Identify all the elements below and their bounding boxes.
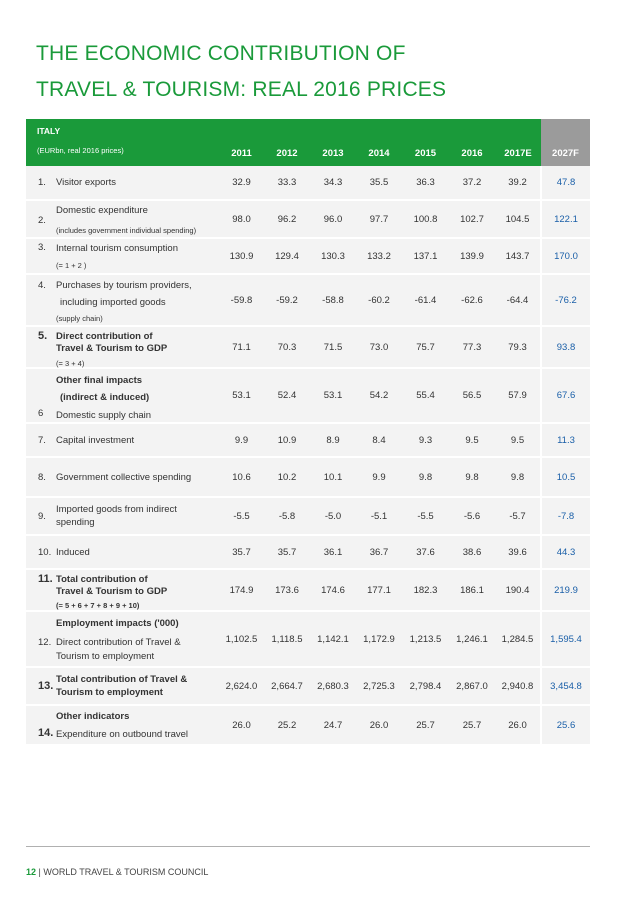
value-cell: 1,213.5: [402, 611, 449, 667]
row-label-text: Travel & Tourism to GDP: [56, 586, 168, 597]
section-heading: Other indicators: [56, 711, 130, 722]
value-cell: 53.1: [310, 368, 356, 423]
forecast-value-cell: 93.8: [541, 326, 590, 368]
page-footer: [26, 867, 208, 877]
value-cell: -5.5: [402, 497, 449, 535]
value-cell: 129.4: [264, 238, 310, 274]
value-cell: 177.1: [356, 569, 402, 611]
row-label-text: Government collective spending: [56, 472, 192, 483]
row-note: (supply chain): [56, 314, 103, 323]
row-number: 4.: [38, 280, 46, 291]
forecast-value-cell: 25.6: [541, 705, 590, 745]
value-cell: 9.5: [495, 423, 541, 457]
value-cell: 73.0: [356, 326, 402, 368]
row-note: (= 3 + 4): [56, 359, 85, 368]
row-label-text: Direct contribution of: [56, 331, 153, 342]
value-cell: 34.3: [310, 166, 356, 200]
value-cell: 25.2: [264, 705, 310, 745]
value-cell: 174.9: [219, 569, 264, 611]
value-cell: 2,798.4: [402, 667, 449, 705]
value-cell: -5.5: [219, 497, 264, 535]
value-cell: 104.5: [495, 200, 541, 238]
value-cell: 36.1: [310, 535, 356, 569]
year-header: 2017E: [495, 119, 541, 166]
value-cell: 139.9: [449, 238, 495, 274]
forecast-value-cell: 10.5: [541, 457, 590, 497]
value-cell: 26.0: [495, 705, 541, 745]
value-cell: 37.6: [402, 535, 449, 569]
value-cell: 57.9: [495, 368, 541, 423]
table-row: [26, 274, 590, 326]
row-label-text: Direct contribution of Travel &: [56, 637, 181, 648]
page-number: 12: [26, 867, 37, 877]
value-cell: 33.3: [264, 166, 310, 200]
value-cell: 53.1: [219, 368, 264, 423]
value-cell: 38.6: [449, 535, 495, 569]
row-note: (includes government individual spending): [56, 226, 197, 235]
row-label: [26, 497, 219, 535]
value-cell: 10.9: [264, 423, 310, 457]
row-number: 7.: [38, 435, 46, 446]
row-label: [26, 457, 219, 497]
forecast-value-cell: -76.2: [541, 274, 590, 326]
forecast-value-cell: 11.3: [541, 423, 590, 457]
value-cell: 9.5: [449, 423, 495, 457]
row-label-text: Total contribution of Travel &: [56, 674, 188, 685]
value-cell: 52.4: [264, 368, 310, 423]
row-label-text: Purchases by tourism providers,: [56, 280, 192, 291]
value-cell: 10.1: [310, 457, 356, 497]
value-cell: -5.7: [495, 497, 541, 535]
row-label: [26, 569, 219, 611]
value-cell: -5.0: [310, 497, 356, 535]
year-header: 2015: [402, 119, 449, 166]
row-label: [26, 705, 219, 745]
value-cell: 130.3: [310, 238, 356, 274]
year-header: 2012: [264, 119, 310, 166]
row-label-text: Domestic expenditure: [56, 205, 148, 216]
value-cell: 36.3: [402, 166, 449, 200]
value-cell: 9.8: [402, 457, 449, 497]
row-label: [26, 368, 219, 423]
row-label: [26, 238, 219, 274]
row-label-text: Capital investment: [56, 435, 135, 446]
value-cell: 1,246.1: [449, 611, 495, 667]
row-label-text: Domestic supply chain: [56, 410, 152, 421]
value-cell: 54.2: [356, 368, 402, 423]
value-cell: 1,102.5: [219, 611, 264, 667]
value-cell: 130.9: [219, 238, 264, 274]
row-note: (= 1 + 2 ): [56, 261, 87, 270]
row-label: [26, 166, 219, 200]
value-cell: 96.0: [310, 200, 356, 238]
value-cell: 2,624.0: [219, 667, 264, 705]
value-cell: -59.2: [264, 274, 310, 326]
value-cell: -62.6: [449, 274, 495, 326]
row-label-text: including imported goods: [60, 297, 166, 308]
value-cell: 71.5: [310, 326, 356, 368]
forecast-value-cell: 1,595.4: [541, 611, 590, 667]
value-cell: 1,284.5: [495, 611, 541, 667]
row-label-text: Imported goods from indirect: [56, 504, 177, 515]
forecast-year-header: 2027F: [541, 119, 590, 166]
row-label: [26, 326, 219, 368]
footer-separator: |: [38, 867, 41, 877]
footer-organization: WORLD TRAVEL & TOURISM COUNCIL: [43, 867, 209, 877]
row-label-text: spending: [56, 517, 95, 528]
row-label: [26, 274, 219, 326]
row-number: 6: [38, 408, 44, 419]
value-cell: 97.7: [356, 200, 402, 238]
forecast-value-cell: -7.8: [541, 497, 590, 535]
value-cell: 9.8: [495, 457, 541, 497]
table-row: [26, 705, 590, 745]
value-cell: -5.8: [264, 497, 310, 535]
row-label: [26, 611, 219, 667]
row-label: [26, 667, 219, 705]
forecast-value-cell: 219.9: [541, 569, 590, 611]
value-cell: 174.6: [310, 569, 356, 611]
value-cell: 137.1: [402, 238, 449, 274]
value-cell: 25.7: [402, 705, 449, 745]
row-number: 5.: [38, 330, 48, 342]
value-cell: 186.1: [449, 569, 495, 611]
value-cell: 1,142.1: [310, 611, 356, 667]
country-header: [26, 119, 219, 166]
value-cell: 75.7: [402, 326, 449, 368]
value-cell: 39.2: [495, 166, 541, 200]
value-cell: 190.4: [495, 569, 541, 611]
value-cell: 2,680.3: [310, 667, 356, 705]
value-cell: 182.3: [402, 569, 449, 611]
value-cell: 9.9: [219, 423, 264, 457]
value-cell: 35.7: [264, 535, 310, 569]
row-label-text: Tourism to employment: [56, 687, 163, 698]
table-row: [26, 497, 590, 535]
row-number: 2.: [38, 215, 46, 226]
value-cell: 173.6: [264, 569, 310, 611]
forecast-value-cell: 3,454.8: [541, 667, 590, 705]
row-number: 3.: [38, 242, 46, 253]
value-cell: 2,867.0: [449, 667, 495, 705]
row-label: [26, 200, 219, 238]
page-title-line-1: THE ECONOMIC CONTRIBUTION OF: [36, 42, 406, 65]
country-name: ITALY: [37, 126, 61, 136]
value-cell: 98.0: [219, 200, 264, 238]
row-label: [26, 423, 219, 457]
row-label: [26, 535, 219, 569]
page-title-line-2: TRAVEL & TOURISM: REAL 2016 PRICES: [36, 78, 447, 101]
forecast-value-cell: 44.3: [541, 535, 590, 569]
value-cell: 36.7: [356, 535, 402, 569]
table-row: [26, 535, 590, 569]
section-heading: Other final impacts: [56, 375, 143, 386]
value-cell: 70.3: [264, 326, 310, 368]
value-cell: 2,725.3: [356, 667, 402, 705]
row-label-text: Induced: [56, 547, 90, 558]
table-row: [26, 166, 590, 200]
value-cell: 1,172.9: [356, 611, 402, 667]
row-number: 10.: [38, 547, 52, 558]
row-label-text: Internal tourism consumption: [56, 243, 178, 254]
economic-contribution-table: [26, 119, 590, 746]
value-cell: -5.1: [356, 497, 402, 535]
row-number: 13.: [38, 680, 54, 692]
table-row: [26, 423, 590, 457]
section-heading: (indirect & induced): [60, 392, 150, 403]
row-number: 12.: [38, 637, 52, 648]
value-cell: 35.7: [219, 535, 264, 569]
row-label-text: Tourism to employment: [56, 651, 155, 662]
value-cell: 79.3: [495, 326, 541, 368]
value-cell: 9.3: [402, 423, 449, 457]
value-cell: -64.4: [495, 274, 541, 326]
value-cell: 39.6: [495, 535, 541, 569]
value-cell: 25.7: [449, 705, 495, 745]
forecast-value-cell: 122.1: [541, 200, 590, 238]
value-cell: -5.6: [449, 497, 495, 535]
table-row: [26, 667, 590, 705]
value-cell: 9.8: [449, 457, 495, 497]
value-cell: 35.5: [356, 166, 402, 200]
table-row: [26, 457, 590, 497]
table-row: [26, 368, 590, 423]
value-cell: 26.0: [356, 705, 402, 745]
value-cell: -61.4: [402, 274, 449, 326]
value-cell: -59.8: [219, 274, 264, 326]
table-row: [26, 238, 590, 274]
row-number: 8.: [38, 472, 46, 483]
value-cell: 8.4: [356, 423, 402, 457]
row-number: 11.: [38, 573, 53, 585]
value-cell: 143.7: [495, 238, 541, 274]
year-header: 2014: [356, 119, 402, 166]
table-header-row: [26, 119, 590, 166]
row-number: 14.: [38, 727, 54, 739]
value-cell: 96.2: [264, 200, 310, 238]
value-cell: 133.2: [356, 238, 402, 274]
value-cell: 102.7: [449, 200, 495, 238]
value-cell: -60.2: [356, 274, 402, 326]
value-cell: 8.9: [310, 423, 356, 457]
value-cell: 71.1: [219, 326, 264, 368]
forecast-value-cell: 47.8: [541, 166, 590, 200]
value-cell: 26.0: [219, 705, 264, 745]
value-cell: 55.4: [402, 368, 449, 423]
value-cell: 10.6: [219, 457, 264, 497]
forecast-value-cell: 67.6: [541, 368, 590, 423]
value-cell: 32.9: [219, 166, 264, 200]
forecast-value-cell: 170.0: [541, 238, 590, 274]
row-label-text: Expenditure on outbound travel: [56, 729, 189, 740]
value-cell: 37.2: [449, 166, 495, 200]
value-cell: 77.3: [449, 326, 495, 368]
value-cell: 24.7: [310, 705, 356, 745]
page-title: [36, 36, 616, 108]
row-label-text: Visitor exports: [56, 177, 117, 188]
table-row: [26, 569, 590, 611]
value-cell: 10.2: [264, 457, 310, 497]
table-row: [26, 611, 590, 667]
year-header: 2016: [449, 119, 495, 166]
table-row: [26, 326, 590, 368]
year-header: 2011: [219, 119, 264, 166]
value-cell: 1,118.5: [264, 611, 310, 667]
row-number: 9.: [38, 511, 46, 522]
units-label: (EURbn, real 2016 prices): [37, 146, 124, 155]
value-cell: 2,664.7: [264, 667, 310, 705]
value-cell: 9.9: [356, 457, 402, 497]
value-cell: 2,940.8: [495, 667, 541, 705]
year-header: 2013: [310, 119, 356, 166]
table-row: [26, 200, 590, 238]
row-label-text: Total contribution of: [56, 574, 148, 585]
row-label-text: Travel & Tourism to GDP: [56, 343, 168, 354]
footer-divider: [26, 846, 590, 847]
row-note: (= 5 + 6 + 7 + 8 + 9 + 10): [56, 601, 140, 610]
value-cell: -58.8: [310, 274, 356, 326]
value-cell: 56.5: [449, 368, 495, 423]
section-heading: Employment impacts ('000): [56, 618, 179, 629]
value-cell: 100.8: [402, 200, 449, 238]
row-number: 1.: [38, 177, 46, 188]
